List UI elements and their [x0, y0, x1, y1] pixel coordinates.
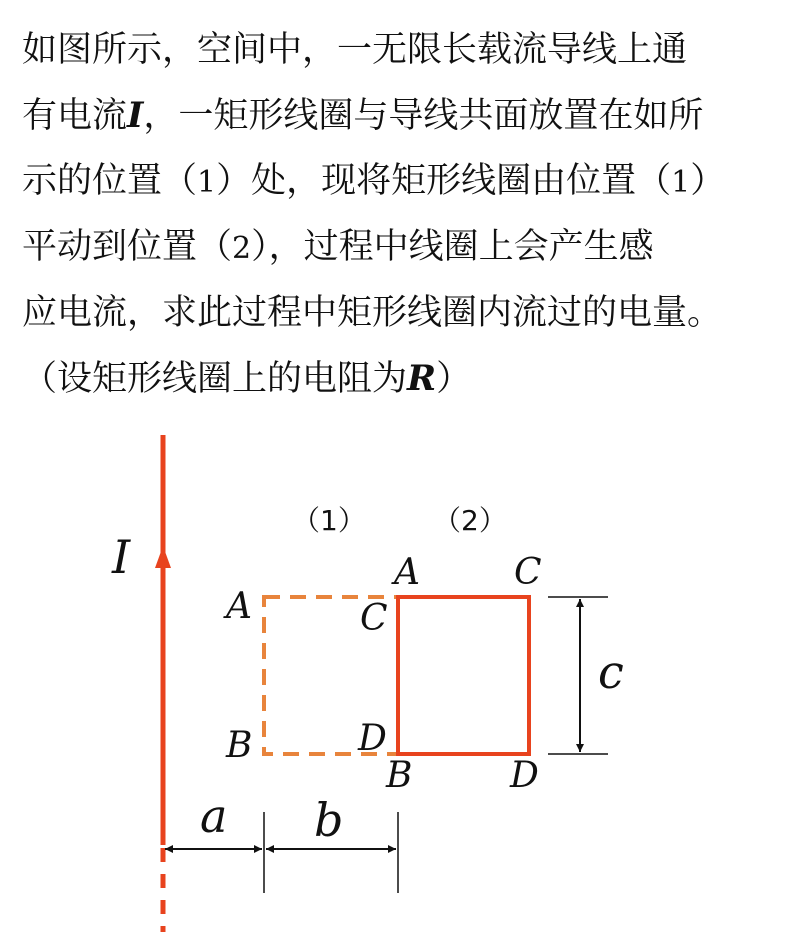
dim-c-label: c — [598, 645, 624, 699]
text-segment: ），过程中线圈上会产生感 — [251, 227, 654, 267]
corner-label-D1: D — [358, 718, 387, 759]
corner-label-C1: C — [360, 598, 388, 639]
corner-label-D2: D — [510, 755, 539, 796]
resistance-symbol: R — [407, 358, 437, 399]
corner-label-C2: C — [514, 552, 542, 593]
current-arrow-icon — [155, 546, 171, 568]
text-segment: ） — [436, 359, 472, 399]
text-segment: （设矩形线圈上的电阻为 — [22, 359, 408, 399]
position-1-label: （1） — [292, 504, 366, 537]
text-segment: ，一矩形线圈与导线共面放置在如所 — [143, 96, 704, 136]
text-segment: 应电流，求此过程中矩形线圈内流过的电量。 — [22, 293, 723, 333]
position-2-label: （2） — [433, 504, 507, 537]
position-number: 2 — [232, 231, 252, 266]
position-number: 1 — [197, 165, 217, 200]
text-segment: 如图所示，空间中，一无限长载流导线上通 — [22, 30, 688, 70]
current-symbol: I — [127, 95, 144, 136]
text-segment: 平动到位置（ — [22, 227, 233, 267]
corner-label-B1: B — [226, 725, 253, 766]
corner-label-A2: A — [394, 552, 420, 593]
loop-position-2 — [398, 597, 529, 754]
position-number: 1 — [671, 165, 691, 200]
text-segment: 有电流 — [22, 96, 128, 136]
current-label: I — [112, 530, 131, 584]
text-segment: ） — [690, 161, 726, 201]
dim-a-label: a — [200, 789, 228, 843]
dim-b-label: b — [314, 793, 344, 847]
corner-label-B2: B — [386, 755, 413, 796]
text-segment: 示的位置（ — [22, 161, 198, 201]
corner-label-A1: A — [226, 586, 252, 627]
text-segment: ）处，现将矩形线圈由位置（ — [216, 161, 672, 201]
